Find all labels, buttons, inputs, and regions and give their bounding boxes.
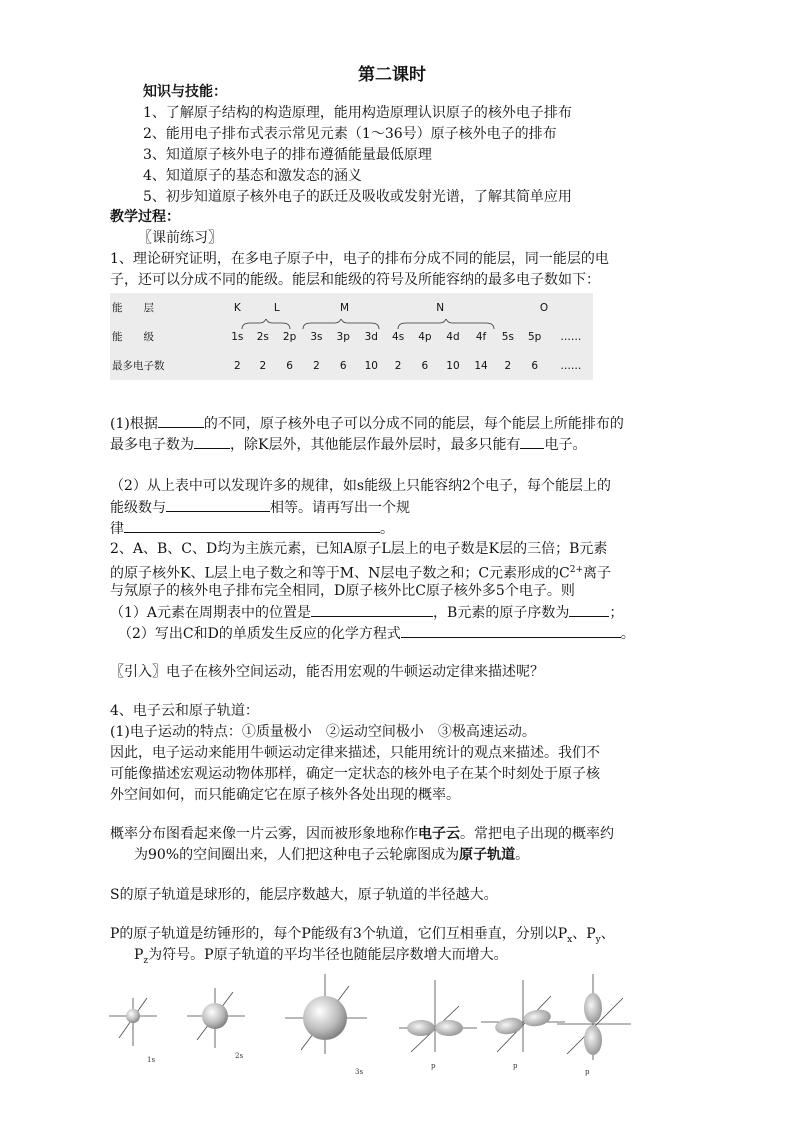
figure-label-3s: 3s (355, 1068, 364, 1076)
electron-cell: 6 (421, 359, 429, 372)
figure-label-p: p (513, 1062, 518, 1070)
electron-cell: 2 (259, 359, 267, 372)
section4-line: 可能像描述宏观运动物体那样，确定一定状态的核外电子在某个时刻处于原子核 (110, 766, 600, 782)
sublevel-cell: 2p (282, 330, 297, 343)
cloud-line1 (110, 824, 614, 844)
sublevel-cell: 4s (392, 330, 405, 343)
cloud-line2 (134, 845, 529, 865)
q2-line: 与氖原子的核外电子排布完全相同，D原子核外比C原子核外多5个电子。则 (110, 583, 575, 599)
q1-line: 子，还可以分成不同的能级。能层和能级的符号及所能容纳的最多电子数如下： (110, 272, 600, 288)
sublevel-cell: 5p (527, 330, 542, 343)
q1-part2-line1: （2）从上表中可以发现许多的规律，如s能级上只能容纳2个电子，每个能层上的 (110, 478, 611, 494)
objective-item: 2、能用电子排布式表示常见元素（1～36号）原子核外电子的排布 (143, 126, 557, 142)
text: 离子 (583, 565, 612, 582)
q1-line: 1、理论研究证明，在多电子原子中，电子的排布分成不同的能层，同一能层的电 (110, 251, 609, 267)
q1-part1-line2 (110, 434, 586, 455)
electron-cell: …… (560, 359, 582, 372)
sublevel-cell: 3p (336, 330, 350, 343)
figure-label-p: p (585, 1068, 590, 1076)
section4-line: 外空间如何，而只能确定它在原子核外各处出现的概率。 (110, 787, 460, 803)
text: ； (609, 605, 624, 621)
subscript: y (595, 934, 601, 945)
term-electron-cloud: 电子云 (418, 826, 460, 842)
section4-line: 因此，电子运动来能用牛顿运动定律来描述，只能用统计的观点来描述。我们不 (110, 745, 600, 761)
blank-field[interactable] (569, 602, 609, 617)
text: 为90%的空间圈出来，人们把这种电子云轮廓图成为 (134, 847, 460, 863)
blank-field[interactable] (194, 434, 230, 449)
electron-cell: 2 (504, 359, 512, 372)
sublevel-cell: 5s (501, 330, 514, 343)
blank-field[interactable] (311, 602, 433, 617)
subscript: x (567, 934, 573, 945)
row-label: 最多电子数 (112, 360, 165, 372)
s-orbital-text: S的原子轨道是球形的，能层序数越大，原子轨道的半径越大。 (110, 887, 498, 903)
text: （2）写出C和D的单质发生反应的化学方程式 (118, 626, 401, 642)
term-atomic-orbital: 原子轨道 (459, 847, 516, 863)
p-orbital-lobe (494, 1016, 524, 1037)
sublevel-cell: 1s (231, 330, 244, 343)
electron-cell: 2 (313, 359, 320, 372)
objective-item: 1、了解原子结构的构造原理，能用构造原理认识原子的核外电子排布 (143, 105, 572, 121)
text: 。 (515, 847, 530, 863)
electron-cell: 10 (446, 359, 460, 372)
p-orbital-lobe (584, 1025, 602, 1055)
text: 概率分布图看起来像一片云雾，因而被形象地称作 (110, 826, 418, 842)
text: 律 (110, 521, 124, 537)
sublevel-cell: 4f (475, 330, 487, 343)
orbital-3s-sphere (303, 996, 347, 1040)
text: 的不同，原子核外电子可以分成不同的能层，每个能层上所能排布的 (203, 416, 624, 432)
electron-cell: 6 (286, 359, 293, 372)
layer-cell: N (436, 301, 445, 314)
text: ，除K层外，其他能层作最外层时，最多只能有 (230, 437, 521, 453)
text: 。 (620, 626, 635, 642)
electron-cell: 10 (364, 359, 378, 372)
figure-label-2s: 2s (235, 1052, 244, 1060)
text: P的原子轨道是纺锤形的，每个P能级有3个轨道，它们互相垂直，分别以P (110, 926, 568, 942)
sublevel-cell: 3s (310, 330, 323, 343)
q1-part2-line3 (110, 518, 394, 539)
objectives-heading: 知识与技能： (143, 84, 227, 100)
energy-level-table (110, 293, 593, 380)
text: P (134, 947, 144, 963)
text: 为符号。P原子轨道的平均半径也随能层序数增大而增大。 (148, 947, 508, 963)
p-orbital-lobe (407, 1020, 435, 1036)
text: (1)根据 (110, 416, 158, 432)
q2-line: 2、A、B、C、D均为主族元素，已知A原子L层上的电子数是K层的三倍；B元素 (110, 541, 608, 557)
row-label: 能 层 (112, 302, 154, 314)
p-orbital-line2 (134, 945, 508, 971)
layer-cell: L (273, 301, 280, 314)
sublevel-cell: …… (560, 330, 582, 343)
page-title: 第二课时 (358, 65, 426, 85)
superscript: 2+ (569, 565, 584, 575)
electron-cell: 6 (531, 359, 539, 372)
table-row (110, 293, 593, 322)
orbital-2s-sphere (202, 1003, 228, 1029)
layer-braces (110, 319, 593, 331)
p-orbital-lobe (584, 993, 602, 1023)
subscript: z (143, 955, 149, 966)
figure-label-1s: 1s (147, 1056, 156, 1064)
text: （1）A元素在周期表中的位置是 (110, 605, 312, 621)
figure-label-p: p (431, 1062, 436, 1070)
objective-item: 5、初步知道原子核外电子的跃迁及吸收或发射光谱，了解其简单应用 (143, 189, 572, 205)
pre-exercise-label: 〖课前练习〗 (138, 230, 222, 246)
orbital-figures (105, 968, 645, 1080)
text: 电子。 (544, 437, 587, 453)
text: 。 (380, 521, 394, 537)
text: 。常把电子出现的概率约 (460, 826, 614, 842)
text: 、P (572, 926, 596, 942)
blank-field[interactable] (401, 623, 621, 638)
sublevel-cell: 3d (364, 330, 378, 343)
q1-part1-line1 (110, 413, 624, 434)
electron-cell: 2 (233, 359, 241, 372)
layer-cell: M (339, 301, 350, 314)
text: 、 (600, 926, 615, 942)
section4-line: (1)电子运动的特点：①质量极小 ②运动空间极小 ③极高速运动。 (110, 724, 536, 740)
q2-sub1 (110, 602, 623, 623)
text: 能级数与 (110, 500, 166, 516)
electron-cell: 2 (394, 359, 402, 372)
section4-heading: 4、电子云和原子轨道： (110, 703, 259, 719)
blank-field[interactable] (124, 518, 380, 533)
electron-cell: 14 (474, 359, 488, 372)
blank-field[interactable] (166, 497, 270, 512)
sublevel-cell: 4d (446, 330, 460, 343)
layer-cell: O (539, 301, 549, 314)
blank-field[interactable] (520, 434, 544, 449)
text: ，B元素的原子序数为 (433, 605, 570, 621)
text: 相等。请再写出一个规 (270, 500, 410, 516)
p-orbital-lobe (522, 1008, 552, 1029)
sublevel-cell: 2s (256, 330, 269, 343)
text: 的原子核外K、L层上电子数之和等于M、N层电子数之和；C元素形成的C (110, 565, 570, 582)
objective-item: 4、知道原子的基态和激发态的涵义 (143, 168, 362, 184)
row-label: 能 级 (112, 331, 154, 343)
layer-cell: K (233, 301, 241, 314)
p-orbital-lobe (435, 1020, 463, 1036)
sublevel-cell: 4p (418, 330, 432, 343)
objective-item: 3、知道原子核外电子的排布遵循能量最低原理 (143, 147, 432, 163)
intro-question: 〖引入〗电子在核外空间运动，能否用宏观的牛顿运动定律来描述呢？ (110, 664, 544, 680)
text: 最多电子数为 (110, 437, 194, 453)
orbital-1s-sphere (126, 1009, 140, 1023)
table-row (110, 351, 593, 380)
process-heading: 教学过程： (110, 209, 180, 225)
q1-part2-line2 (110, 497, 410, 518)
electron-cell: 6 (339, 359, 347, 372)
blank-field[interactable] (158, 413, 204, 428)
q2-sub2 (118, 623, 635, 644)
